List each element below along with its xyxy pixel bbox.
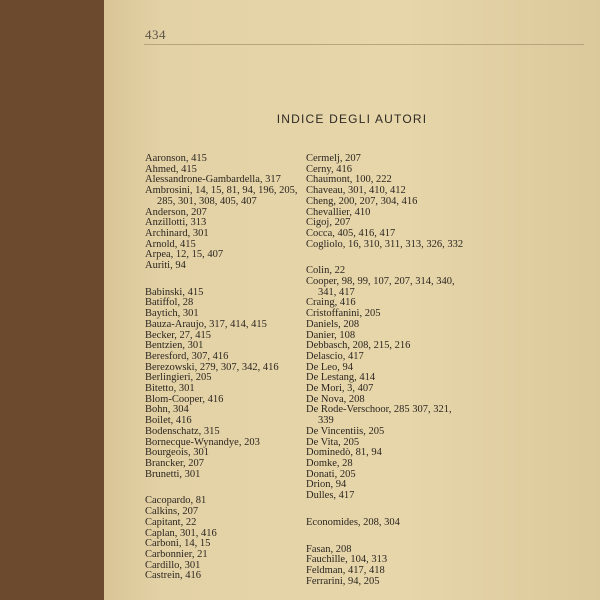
index-entry: Chevallier, 410 bbox=[306, 206, 371, 218]
index-entry: Economides, 208, 304 bbox=[306, 516, 400, 528]
index-entry: Babinski, 415 bbox=[145, 286, 204, 298]
index-entry: De Leo, 94 bbox=[306, 361, 353, 373]
index-entry: Calkins, 207 bbox=[145, 506, 199, 518]
index-gap bbox=[306, 250, 596, 266]
index-entry: Beresford, 307, 416 bbox=[145, 350, 229, 362]
index-entry: Bohn, 304 bbox=[145, 404, 189, 416]
index-entry: Auriti, 94 bbox=[145, 260, 186, 272]
index-entry: Feldman, 417, 418 bbox=[306, 564, 385, 576]
index-entry: Castrein, 416 bbox=[145, 570, 201, 582]
index-entry: Cigoj, 207 bbox=[306, 217, 351, 229]
index-entry: Colin, 22 bbox=[306, 265, 346, 277]
header-rule bbox=[144, 44, 584, 45]
index-entry: Drion, 94 bbox=[306, 479, 347, 491]
book-page bbox=[104, 0, 600, 600]
index-entry: Cerny, 416 bbox=[306, 163, 352, 175]
index-entry: Alessandrone-Gambardella, 317 bbox=[145, 174, 281, 186]
index-entry: Chaveau, 301, 410, 412 bbox=[306, 185, 406, 197]
index-entry: Dominedò, 81, 94 bbox=[306, 447, 382, 459]
index-entry: Berlingieri, 205 bbox=[145, 372, 212, 384]
index-entry: Ahmed, 415 bbox=[145, 163, 197, 175]
index-entry: Carboni, 14, 15 bbox=[145, 538, 211, 550]
index-entry: Bauza-Araujo, 317, 414, 415 bbox=[145, 318, 267, 330]
index-entry: Caplan, 301, 416 bbox=[145, 527, 217, 539]
index-entry: De Nova, 208 bbox=[306, 393, 365, 405]
index-entry: Cheng, 200, 207, 304, 416 bbox=[306, 195, 418, 207]
index-entry: Cocca, 405, 416, 417 bbox=[306, 227, 396, 239]
index-entry: Cermelj, 207 bbox=[306, 153, 361, 164]
index-entry: De Vita, 205 bbox=[306, 436, 360, 448]
index-entry: Cristoffanini, 205 bbox=[306, 308, 381, 320]
index-entry: Blom-Cooper, 416 bbox=[145, 393, 224, 405]
index-entry: Aaronson, 415 bbox=[145, 153, 207, 164]
index-entry: Capitant, 22 bbox=[145, 516, 197, 528]
index-entry: Fauchille, 104, 313 bbox=[306, 554, 388, 566]
index-entry: Delascio, 417 bbox=[306, 350, 364, 362]
index-entry: Bornecque-Wynandye, 203 bbox=[145, 436, 260, 448]
index-entry: De Mori, 3, 407 bbox=[306, 383, 374, 395]
index-entry: Cacopardo, 81 bbox=[145, 495, 207, 507]
index-entry: Archinard, 301 bbox=[145, 227, 209, 239]
index-entry: Domke, 28 bbox=[306, 457, 353, 469]
index-entry-continuation: 339 bbox=[318, 415, 334, 427]
index-entry: De Vincentiis, 205 bbox=[306, 425, 385, 437]
index-entry: Anzillotti, 313 bbox=[145, 217, 207, 229]
index-entry: Ambrosini, 14, 15, 81, 94, 196, 205, bbox=[145, 185, 298, 197]
index-entry: Danier, 108 bbox=[306, 329, 356, 341]
index-entry: Donati, 205 bbox=[306, 468, 356, 480]
index-entry: Arnold, 415 bbox=[145, 238, 196, 250]
index-entry: Cogliolo, 16, 310, 311, 313, 326, 332 bbox=[306, 238, 464, 250]
index-entry: Chaumont, 100, 222 bbox=[306, 174, 392, 186]
index-entry: Boilet, 416 bbox=[145, 415, 192, 427]
index-entry-continuation: 285, 301, 308, 405, 407 bbox=[157, 195, 257, 207]
index-entry: De Lestang, 414 bbox=[306, 372, 376, 384]
index-gap bbox=[306, 502, 596, 518]
index-entry: Arpea, 12, 15, 407 bbox=[145, 249, 224, 261]
index-entry: Bitetto, 301 bbox=[145, 383, 195, 395]
index-entry: Carbonnier, 21 bbox=[145, 548, 208, 560]
index-entry: Baytich, 301 bbox=[145, 308, 199, 320]
index-entry: Craing, 416 bbox=[306, 297, 356, 309]
index-entry: Daniels, 208 bbox=[306, 318, 360, 330]
index-entry: Dulles, 417 bbox=[306, 490, 355, 502]
index-entry: Brancker, 207 bbox=[145, 457, 205, 469]
index-entry: Bentzien, 301 bbox=[145, 340, 204, 352]
index-entry: Cooper, 98, 99, 107, 207, 314, 340, bbox=[306, 276, 455, 288]
index-entry-continuation: 341, 417 bbox=[318, 286, 355, 298]
index-entry: Ferrarini, 94, 205 bbox=[306, 575, 380, 587]
index-entry: De Rode-Verschoor, 285 307, 321, bbox=[306, 404, 452, 416]
index-gap bbox=[306, 529, 596, 545]
index-column-right bbox=[306, 154, 596, 587]
index-entry: Debbasch, 208, 215, 216 bbox=[306, 340, 411, 352]
index-entry: Fasan, 208 bbox=[306, 543, 352, 555]
page-title: INDICE DEGLI AUTORI bbox=[276, 112, 428, 126]
page-number: 434 bbox=[145, 27, 166, 42]
index-entry: Bourgeois, 301 bbox=[145, 447, 209, 459]
index-entry: Batiffol, 28 bbox=[145, 297, 194, 309]
index-entry: Cardillo, 301 bbox=[145, 559, 201, 571]
index-entry: Bodenschatz, 315 bbox=[145, 425, 220, 437]
index-entry: Anderson, 207 bbox=[145, 206, 207, 218]
index-entry: Brunetti, 301 bbox=[145, 468, 201, 480]
index-entry: Berezowski, 279, 307, 342, 416 bbox=[145, 361, 279, 373]
index-entry: Becker, 27, 415 bbox=[145, 329, 212, 341]
